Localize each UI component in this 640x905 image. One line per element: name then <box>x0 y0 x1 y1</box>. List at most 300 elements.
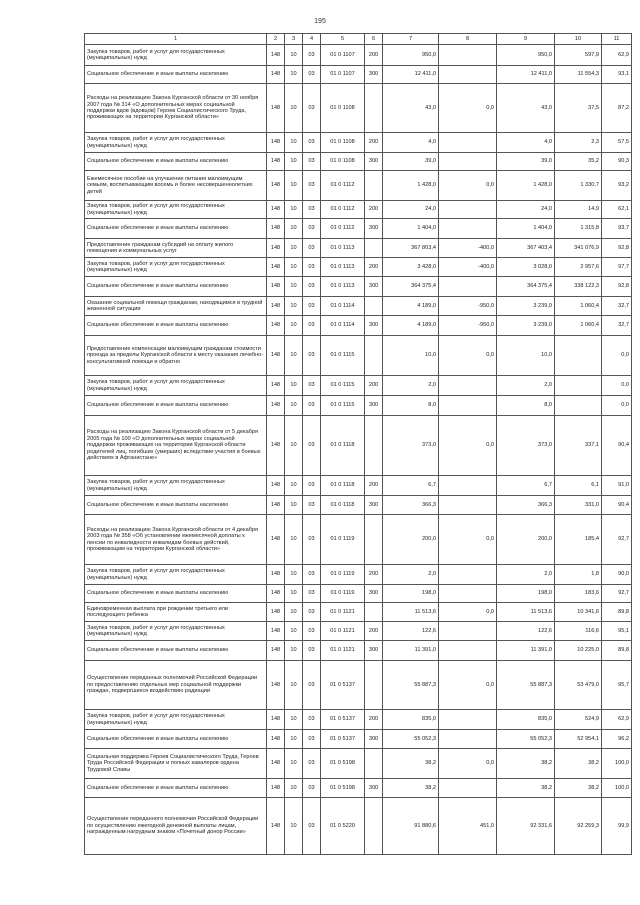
code-cell: 148 <box>267 749 285 779</box>
code-cell: 10 <box>285 171 303 201</box>
code-cell: 10 <box>285 710 303 730</box>
code-cell: 10 <box>285 515 303 565</box>
table-row <box>85 641 632 661</box>
table-row <box>85 710 632 730</box>
item-name: Закупка товаров, работ и услуг для государственных (муниципальных) нужд <box>85 476 267 496</box>
percent-cell: 62,9 <box>602 45 632 66</box>
code-cell: 300 <box>365 585 383 603</box>
code-cell: 148 <box>267 622 285 641</box>
code-cell <box>365 515 383 565</box>
amount-cell: 122,6 <box>383 622 439 641</box>
code-cell: 10 <box>285 297 303 316</box>
code-cell: 01 0 1118 <box>321 416 365 476</box>
amount-cell: 11 391,0 <box>497 641 555 661</box>
amount-cell: 1 404,0 <box>497 219 555 239</box>
percent-cell: 92,7 <box>602 515 632 565</box>
code-cell: 03 <box>303 565 321 585</box>
item-name: Социальная поддержка Героев Социалистического Труда, Героев Труда Российской Федерации и полных кавалеров ордена Трудовой Славы <box>85 749 267 779</box>
code-cell: 148 <box>267 84 285 133</box>
code-cell: 03 <box>303 661 321 710</box>
code-cell: 10 <box>285 641 303 661</box>
item-name: Ежемесячное пособие на улучшение питания малоимущим семьям, воспитывающим восемь и более несовершеннолетних детей <box>85 171 267 201</box>
amount-cell: 38,2 <box>555 749 602 779</box>
header-cell: 8 <box>439 34 497 45</box>
percent-cell: 90,4 <box>602 496 632 515</box>
code-cell: 148 <box>267 336 285 376</box>
code-cell: 03 <box>303 730 321 749</box>
code-cell: 01 0 1118 <box>321 476 365 496</box>
table-row <box>85 476 632 496</box>
percent-cell: 100,0 <box>602 749 632 779</box>
code-cell: 148 <box>267 45 285 66</box>
amount-cell: 11 513,6 <box>383 603 439 622</box>
code-cell: 03 <box>303 84 321 133</box>
amount-cell <box>439 585 497 603</box>
amount-cell: 92 259,3 <box>555 798 602 855</box>
code-cell: 300 <box>365 219 383 239</box>
amount-cell <box>439 396 497 416</box>
amount-cell: 367 403,4 <box>497 239 555 258</box>
code-cell: 148 <box>267 641 285 661</box>
code-cell: 148 <box>267 661 285 710</box>
code-cell: 03 <box>303 641 321 661</box>
amount-cell: 3 428,0 <box>383 258 439 277</box>
amount-cell: 1,8 <box>555 565 602 585</box>
amount-cell: 1 428,0 <box>497 171 555 201</box>
code-cell: 03 <box>303 585 321 603</box>
item-name: Социальное обеспечение и иные выплаты населению <box>85 66 267 84</box>
table-row <box>85 496 632 515</box>
item-name: Оказание социальной помощи гражданам, находящимся в трудной жизненной ситуации <box>85 297 267 316</box>
amount-cell: 200,0 <box>497 515 555 565</box>
code-cell: 01 0 1112 <box>321 219 365 239</box>
amount-cell: 39,0 <box>383 153 439 171</box>
code-cell: 300 <box>365 316 383 336</box>
percent-cell: 93,7 <box>602 219 632 239</box>
item-name: Закупка товаров, работ и услуг для государственных (муниципальных) нужд <box>85 201 267 219</box>
amount-cell: 55 052,3 <box>497 730 555 749</box>
amount-cell: 367 803,4 <box>383 239 439 258</box>
code-cell: 01 0 1121 <box>321 603 365 622</box>
table-row <box>85 171 632 201</box>
amount-cell <box>439 779 497 798</box>
code-cell: 148 <box>267 239 285 258</box>
table-row <box>85 201 632 219</box>
amount-cell: 38,2 <box>497 749 555 779</box>
amount-cell: 0,0 <box>439 336 497 376</box>
amount-cell: 2,3 <box>555 133 602 153</box>
amount-cell: 2,0 <box>383 565 439 585</box>
amount-cell: 12 411,0 <box>383 66 439 84</box>
amount-cell <box>439 45 497 66</box>
amount-cell: 950,0 <box>497 45 555 66</box>
amount-cell: 55 887,3 <box>383 661 439 710</box>
amount-cell: 4 189,0 <box>383 316 439 336</box>
amount-cell: 451,0 <box>439 798 497 855</box>
header-cell: 2 <box>267 34 285 45</box>
percent-cell: 90,4 <box>602 416 632 476</box>
amount-cell: 524,9 <box>555 710 602 730</box>
code-cell: 10 <box>285 201 303 219</box>
code-cell: 03 <box>303 171 321 201</box>
code-cell: 200 <box>365 376 383 396</box>
table-row <box>85 239 632 258</box>
code-cell: 148 <box>267 376 285 396</box>
code-cell: 03 <box>303 277 321 297</box>
amount-cell: 43,0 <box>383 84 439 133</box>
table-row <box>85 396 632 416</box>
code-cell: 10 <box>285 84 303 133</box>
code-cell: 148 <box>267 396 285 416</box>
code-cell: 01 0 1108 <box>321 84 365 133</box>
percent-cell: 57,5 <box>602 133 632 153</box>
item-name: Социальное обеспечение и иные выплаты населению <box>85 730 267 749</box>
item-name: Социальное обеспечение и иные выплаты населению <box>85 585 267 603</box>
code-cell: 01 0 1107 <box>321 45 365 66</box>
code-cell: 01 0 1115 <box>321 336 365 376</box>
code-cell: 148 <box>267 219 285 239</box>
code-cell: 01 0 5198 <box>321 749 365 779</box>
code-cell: 200 <box>365 133 383 153</box>
item-name: Социальное обеспечение и иные выплаты населению <box>85 277 267 297</box>
code-cell: 03 <box>303 219 321 239</box>
amount-cell: 366,3 <box>497 496 555 515</box>
amount-cell: 4,0 <box>497 133 555 153</box>
amount-cell <box>555 396 602 416</box>
item-name: Социальное обеспечение и иные выплаты населению <box>85 316 267 336</box>
amount-cell: 185,4 <box>555 515 602 565</box>
item-name: Единовременная выплата при рождении третьего или последующего ребенка <box>85 603 267 622</box>
code-cell: 200 <box>365 622 383 641</box>
amount-cell: 835,0 <box>497 710 555 730</box>
code-cell: 03 <box>303 45 321 66</box>
table-row <box>85 45 632 66</box>
amount-cell: 6,1 <box>555 476 602 496</box>
code-cell <box>365 661 383 710</box>
amount-cell <box>439 641 497 661</box>
amount-cell: 366,3 <box>383 496 439 515</box>
amount-cell: 0,0 <box>439 603 497 622</box>
code-cell: 01 0 1107 <box>321 66 365 84</box>
code-cell <box>365 171 383 201</box>
item-name: Предоставление компенсации малоимущим гражданам стоимости проезда за пределы Курганской области к месту оказания лечебно-консультативной помощи и обратно <box>85 336 267 376</box>
amount-cell: 38,2 <box>497 779 555 798</box>
code-cell <box>365 416 383 476</box>
table-row <box>85 153 632 171</box>
code-cell: 148 <box>267 496 285 515</box>
code-cell: 10 <box>285 622 303 641</box>
percent-cell: 0,0 <box>602 396 632 416</box>
item-name: Закупка товаров, работ и услуг для государственных (муниципальных) нужд <box>85 133 267 153</box>
code-cell: 10 <box>285 277 303 297</box>
amount-cell: -400,0 <box>439 258 497 277</box>
item-name: Закупка товаров, работ и услуг для государственных (муниципальных) нужд <box>85 710 267 730</box>
table-row <box>85 749 632 779</box>
item-name: Социальное обеспечение и иные выплаты населению <box>85 219 267 239</box>
page-number: 195 <box>314 18 326 25</box>
code-cell: 148 <box>267 515 285 565</box>
code-cell: 148 <box>267 476 285 496</box>
code-cell: 10 <box>285 749 303 779</box>
percent-cell: 0,0 <box>602 376 632 396</box>
percent-cell: 62,9 <box>602 710 632 730</box>
item-name: Социальное обеспечение и иные выплаты населению <box>85 496 267 515</box>
table-row <box>85 779 632 798</box>
code-cell: 10 <box>285 239 303 258</box>
amount-cell: 10,0 <box>383 336 439 376</box>
code-cell: 03 <box>303 779 321 798</box>
code-cell: 03 <box>303 376 321 396</box>
code-cell: 01 0 1108 <box>321 133 365 153</box>
amount-cell: 1 315,8 <box>555 219 602 239</box>
code-cell: 148 <box>267 201 285 219</box>
item-name: Расходы на реализацию Закона Курганской области от 4 декабря 2003 года № 358 «Об установлении ежемесячной доплаты к пенсии по инвалидности инвалидам боевых действий, проживающим на территории Курганской области» <box>85 515 267 565</box>
code-cell: 10 <box>285 219 303 239</box>
code-cell: 10 <box>285 153 303 171</box>
percent-cell: 93,1 <box>602 66 632 84</box>
table-row <box>85 133 632 153</box>
code-cell: 03 <box>303 336 321 376</box>
item-name: Социальное обеспечение и иные выплаты населению <box>85 779 267 798</box>
amount-cell: 10,0 <box>497 336 555 376</box>
amount-cell <box>439 133 497 153</box>
amount-cell: 2,0 <box>497 565 555 585</box>
table-row <box>85 622 632 641</box>
amount-cell: -950,0 <box>439 297 497 316</box>
code-cell: 300 <box>365 730 383 749</box>
code-cell: 148 <box>267 779 285 798</box>
code-cell: 01 0 5137 <box>321 730 365 749</box>
percent-cell: 90,3 <box>602 153 632 171</box>
code-cell <box>365 749 383 779</box>
amount-cell: 183,6 <box>555 585 602 603</box>
code-cell: 01 0 1112 <box>321 171 365 201</box>
amount-cell <box>439 376 497 396</box>
amount-cell: 1 404,0 <box>383 219 439 239</box>
code-cell: 200 <box>365 201 383 219</box>
code-cell: 10 <box>285 396 303 416</box>
code-cell: 10 <box>285 585 303 603</box>
code-cell: 200 <box>365 476 383 496</box>
amount-cell <box>439 622 497 641</box>
code-cell: 01 0 1114 <box>321 297 365 316</box>
item-name: Социальное обеспечение и иные выплаты населению <box>85 396 267 416</box>
code-cell: 03 <box>303 297 321 316</box>
table-row <box>85 603 632 622</box>
table-row <box>85 277 632 297</box>
code-cell: 10 <box>285 798 303 855</box>
table-row <box>85 336 632 376</box>
percent-cell: 89,8 <box>602 641 632 661</box>
code-cell: 148 <box>267 416 285 476</box>
code-cell: 10 <box>285 476 303 496</box>
table-row <box>85 66 632 84</box>
percent-cell: 96,2 <box>602 730 632 749</box>
code-cell: 01 0 1113 <box>321 277 365 297</box>
code-cell: 10 <box>285 336 303 376</box>
amount-cell: 364 375,4 <box>383 277 439 297</box>
code-cell: 300 <box>365 277 383 297</box>
amount-cell <box>439 496 497 515</box>
percent-cell: 99,9 <box>602 798 632 855</box>
percent-cell: 100,0 <box>602 779 632 798</box>
amount-cell: 3 239,0 <box>497 316 555 336</box>
code-cell: 03 <box>303 496 321 515</box>
amount-cell <box>555 376 602 396</box>
amount-cell: 597,9 <box>555 45 602 66</box>
item-name: Социальное обеспечение и иные выплаты населению <box>85 153 267 171</box>
code-cell <box>365 336 383 376</box>
amount-cell: 3 028,0 <box>497 258 555 277</box>
amount-cell: 37,5 <box>555 84 602 133</box>
amount-cell: 835,0 <box>383 710 439 730</box>
code-cell: 03 <box>303 416 321 476</box>
code-cell: 10 <box>285 316 303 336</box>
percent-cell: 93,2 <box>602 171 632 201</box>
amount-cell: 52 954,1 <box>555 730 602 749</box>
code-cell <box>365 297 383 316</box>
amount-cell: 0,0 <box>439 749 497 779</box>
amount-cell: 0,0 <box>439 515 497 565</box>
amount-cell: 10 341,6 <box>555 603 602 622</box>
code-cell: 10 <box>285 730 303 749</box>
code-cell: 10 <box>285 258 303 277</box>
amount-cell: 14,9 <box>555 201 602 219</box>
amount-cell: 950,0 <box>383 45 439 66</box>
percent-cell: 95,1 <box>602 622 632 641</box>
amount-cell: 24,0 <box>497 201 555 219</box>
code-cell: 10 <box>285 133 303 153</box>
code-cell: 01 0 1112 <box>321 201 365 219</box>
code-cell: 148 <box>267 258 285 277</box>
amount-cell: 1 060,4 <box>555 297 602 316</box>
code-cell <box>365 239 383 258</box>
code-cell: 10 <box>285 565 303 585</box>
percent-cell: 0,0 <box>602 336 632 376</box>
amount-cell: -400,0 <box>439 239 497 258</box>
code-cell: 03 <box>303 316 321 336</box>
amount-cell: 3 239,0 <box>497 297 555 316</box>
item-name: Осуществление переданного полномочия Российской Федерации по осуществлению ежегодной денежной выплаты лицам, награжденным нагрудным знаком «Почетный донор России» <box>85 798 267 855</box>
amount-cell <box>439 476 497 496</box>
amount-cell: 373,0 <box>497 416 555 476</box>
percent-cell: 91,0 <box>602 476 632 496</box>
code-cell: 03 <box>303 603 321 622</box>
amount-cell: 198,0 <box>383 585 439 603</box>
amount-cell: 331,0 <box>555 496 602 515</box>
code-cell: 03 <box>303 201 321 219</box>
code-cell: 10 <box>285 496 303 515</box>
code-cell: 300 <box>365 153 383 171</box>
code-cell: 03 <box>303 515 321 565</box>
amount-cell: 11 554,3 <box>555 66 602 84</box>
item-name: Расходы на реализацию Закона Курганской области от 30 ноября 2007 года № 314 «О дополнительных мерах социальной поддержки вдов (вдовцов) Героев Социалистического Труда, проживающих на территории Курганской области» <box>85 84 267 133</box>
amount-cell <box>439 710 497 730</box>
header-cell: 1 <box>85 34 267 45</box>
amount-cell: 38,2 <box>555 779 602 798</box>
code-cell: 148 <box>267 66 285 84</box>
header-cell: 7 <box>383 34 439 45</box>
code-cell: 03 <box>303 258 321 277</box>
code-cell: 03 <box>303 798 321 855</box>
code-cell: 10 <box>285 66 303 84</box>
amount-cell <box>439 565 497 585</box>
amount-cell: 12 411,0 <box>497 66 555 84</box>
header-cell: 10 <box>555 34 602 45</box>
amount-cell: 122,6 <box>497 622 555 641</box>
code-cell: 200 <box>365 710 383 730</box>
percent-cell: 97,7 <box>602 258 632 277</box>
code-cell: 01 0 1114 <box>321 316 365 336</box>
amount-cell: 55 052,3 <box>383 730 439 749</box>
code-cell: 03 <box>303 66 321 84</box>
amount-cell: 341 076,9 <box>555 239 602 258</box>
percent-cell: 89,8 <box>602 603 632 622</box>
amount-cell <box>439 730 497 749</box>
table-row <box>85 585 632 603</box>
amount-cell: 198,0 <box>497 585 555 603</box>
amount-cell: 55 887,3 <box>497 661 555 710</box>
amount-cell: 116,6 <box>555 622 602 641</box>
amount-cell: 0,0 <box>439 661 497 710</box>
code-cell: 01 0 1115 <box>321 396 365 416</box>
code-cell: 148 <box>267 730 285 749</box>
code-cell <box>365 603 383 622</box>
code-cell: 148 <box>267 565 285 585</box>
percent-cell: 92,8 <box>602 239 632 258</box>
amount-cell <box>439 277 497 297</box>
code-cell: 148 <box>267 585 285 603</box>
code-cell: 10 <box>285 661 303 710</box>
header-cell: 5 <box>321 34 365 45</box>
amount-cell: 337,1 <box>555 416 602 476</box>
header-cell: 3 <box>285 34 303 45</box>
amount-cell: 11 391,0 <box>383 641 439 661</box>
amount-cell: 6,7 <box>383 476 439 496</box>
code-cell: 03 <box>303 622 321 641</box>
code-cell: 01 0 1108 <box>321 153 365 171</box>
header-cell: 11 <box>602 34 632 45</box>
code-cell: 300 <box>365 496 383 515</box>
budget-table <box>84 33 632 855</box>
amount-cell: 39,0 <box>497 153 555 171</box>
table-row <box>85 258 632 277</box>
code-cell: 03 <box>303 476 321 496</box>
amount-cell: 2,0 <box>383 376 439 396</box>
amount-cell: 1 330,7 <box>555 171 602 201</box>
header-cell: 4 <box>303 34 321 45</box>
table-row <box>85 84 632 133</box>
amount-cell: 43,0 <box>497 84 555 133</box>
code-cell: 03 <box>303 239 321 258</box>
table-row <box>85 730 632 749</box>
amount-cell: 53 479,0 <box>555 661 602 710</box>
amount-cell: 0,0 <box>439 416 497 476</box>
code-cell <box>365 84 383 133</box>
amount-cell: 92 331,6 <box>497 798 555 855</box>
code-cell: 200 <box>365 45 383 66</box>
amount-cell: 38,2 <box>383 779 439 798</box>
table-row <box>85 565 632 585</box>
code-cell: 03 <box>303 749 321 779</box>
table-row <box>85 376 632 396</box>
item-name: Социальное обеспечение и иные выплаты населению <box>85 641 267 661</box>
percent-cell: 90,0 <box>602 565 632 585</box>
code-cell: 148 <box>267 277 285 297</box>
amount-cell: 11 513,6 <box>497 603 555 622</box>
item-name: Закупка товаров, работ и услуг для государственных (муниципальных) нужд <box>85 565 267 585</box>
amount-cell <box>439 153 497 171</box>
